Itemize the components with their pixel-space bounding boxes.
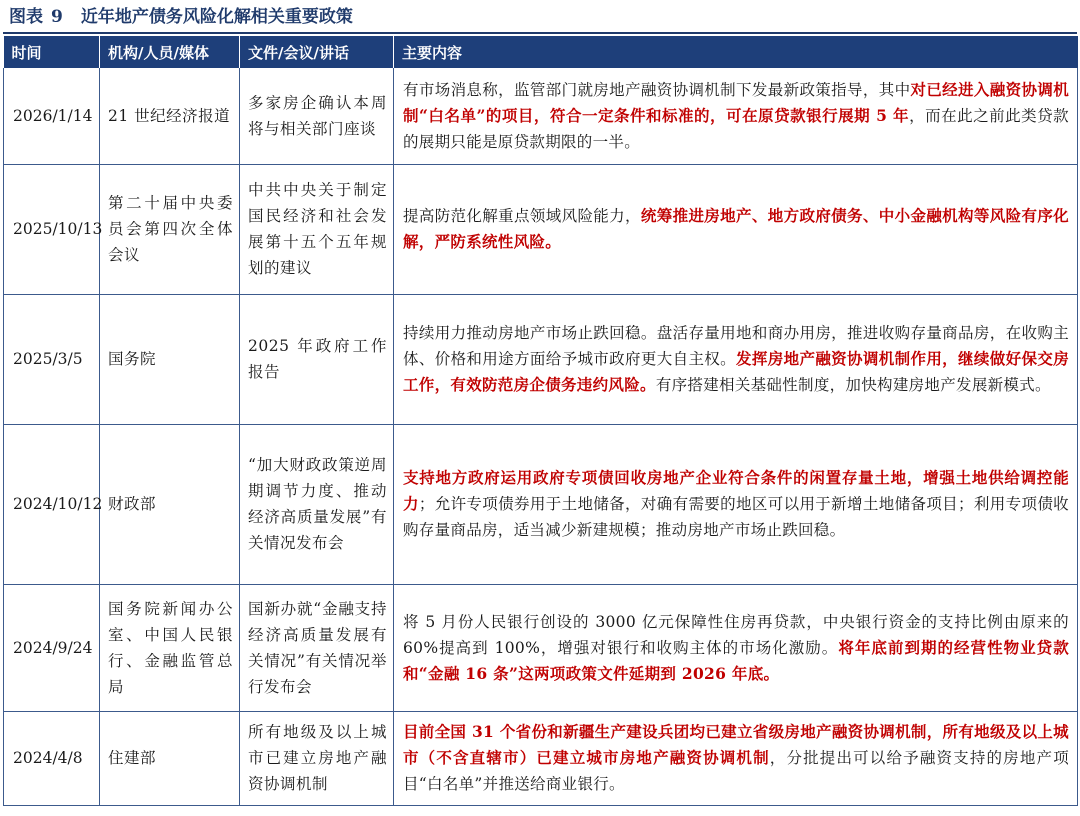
header-date: 时间 — [4, 36, 100, 68]
figure-caption: 近年地产债务风险化解相关重要政策 — [80, 7, 353, 27]
cell-date: 2026/1/14 — [4, 68, 100, 164]
title-rule — [3, 32, 1077, 34]
table-header-row — [4, 36, 1078, 68]
cell-date: 2024/4/8 — [4, 711, 100, 805]
table-row — [4, 424, 1078, 584]
highlighted-text: 对已经进入融资协调机制“白名单”的项目，符合一定条件和标准的，可在原贷款银行展期 5 年 — [403, 79, 1069, 125]
cell-content — [394, 424, 1078, 584]
table-row — [4, 68, 1078, 164]
cell-doc: 国新办就“金融支持经济高质量发展有关情况”有关情况举行发布会 — [240, 584, 394, 711]
figure-title — [9, 3, 353, 31]
highlighted-text: 目前全国 31 个省份和新疆生产建设兵团均已建立省级房地产融资协调机制，所有地级及以上城市（不含直辖市）已建立城市房地产融资协调机制 — [403, 722, 1069, 767]
cell-org: 国务院新闻办公室、中国人民银行、金融监管总局 — [100, 584, 240, 711]
content-text: ，分批提出可以给予融资支持的房地产项目“白名单”并推送给商业银行。 — [403, 749, 1069, 793]
highlighted-text: 将年底前到期的经营性物业贷款和“金融 16 条”这两项政策文件延期到 2026 年底。 — [403, 637, 1069, 683]
content-text: ；允许专项债券用于土地储备，对确有需要的地区可以用于新增土地储备项目；利用专项债收购存量商品房，适当减少新建规模；推动房地产市场止跌回稳。 — [403, 495, 1069, 539]
content-text: 将 5 月份人民银行创设的 3000 亿元保障性住房再贷款，中央银行资金的支持比例由原来的 60%提高到 100%，增强对银行和收购主体的市场化激励。 — [403, 612, 1069, 657]
content-text: 有市场消息称，监管部门就房地产融资协调机制下发最新政策指导，其中 — [403, 80, 911, 99]
cell-content — [394, 711, 1078, 805]
figure-label: 图表 — [9, 7, 43, 27]
cell-date: 2024/9/24 — [4, 584, 100, 711]
cell-date: 2025/3/5 — [4, 294, 100, 424]
content-text: 持续用力推动房地产市场止跌回稳。盘活存量用地和商办用房，推进收购存量商品房，在收购主体、价格和用途方面给予城市政府更大自主权。 — [403, 324, 1069, 368]
cell-date: 2025/10/13 — [4, 164, 100, 294]
table-row — [4, 711, 1078, 805]
table-row — [4, 164, 1078, 294]
header-doc: 文件/会议/讲话 — [240, 36, 394, 68]
cell-doc: 2025 年政府工作报告 — [240, 294, 394, 424]
content-text: 提高防范化解重点领域风险能力， — [403, 207, 641, 225]
cell-doc: 所有地级及以上城市已建立房地产融资协调机制 — [240, 711, 394, 805]
cell-doc: 中共中央关于制定国民经济和社会发展第十五个五年规划的建议 — [240, 164, 394, 294]
policy-table — [3, 36, 1078, 806]
header-content: 主要内容 — [394, 36, 1078, 68]
highlighted-text: 支持地方政府运用政府专项债回收房地产企业符合条件的闲置存量土地，增强土地供给调控能力 — [403, 468, 1069, 513]
highlighted-text: 发挥房地产融资协调机制作用，继续做好保交房工作，有效防范房企债务违约风险。 — [403, 349, 1069, 394]
cell-content — [394, 164, 1078, 294]
cell-org: 国务院 — [100, 294, 240, 424]
cell-org: 财政部 — [100, 424, 240, 584]
figure-number: 9 — [51, 7, 63, 27]
cell-content — [394, 68, 1078, 164]
cell-content — [394, 584, 1078, 711]
content-text: ，而在此之前此类贷款的展期只能是原贷款期限的一半。 — [403, 106, 1069, 151]
header-org: 机构/人员/媒体 — [100, 36, 240, 68]
content-text: 有序搭建相关基础性制度，加快构建房地产发展新模式。 — [655, 376, 1051, 394]
cell-doc: 多家房企确认本周将与相关部门座谈 — [240, 68, 394, 164]
cell-org: 21 世纪经济报道 — [100, 68, 240, 164]
highlighted-text: 统筹推进房地产、地方政府债务、中小金融机构等风险有序化解，严防系统性风险。 — [403, 206, 1069, 251]
cell-org: 第二十届中央委员会第四次全体会议 — [100, 164, 240, 294]
cell-date: 2024/10/12 — [4, 424, 100, 584]
cell-org: 住建部 — [100, 711, 240, 805]
cell-content — [394, 294, 1078, 424]
table-row — [4, 294, 1078, 424]
table-row — [4, 584, 1078, 711]
cell-doc: “加大财政政策逆周期调节力度、推动经济高质量发展”有关情况发布会 — [240, 424, 394, 584]
